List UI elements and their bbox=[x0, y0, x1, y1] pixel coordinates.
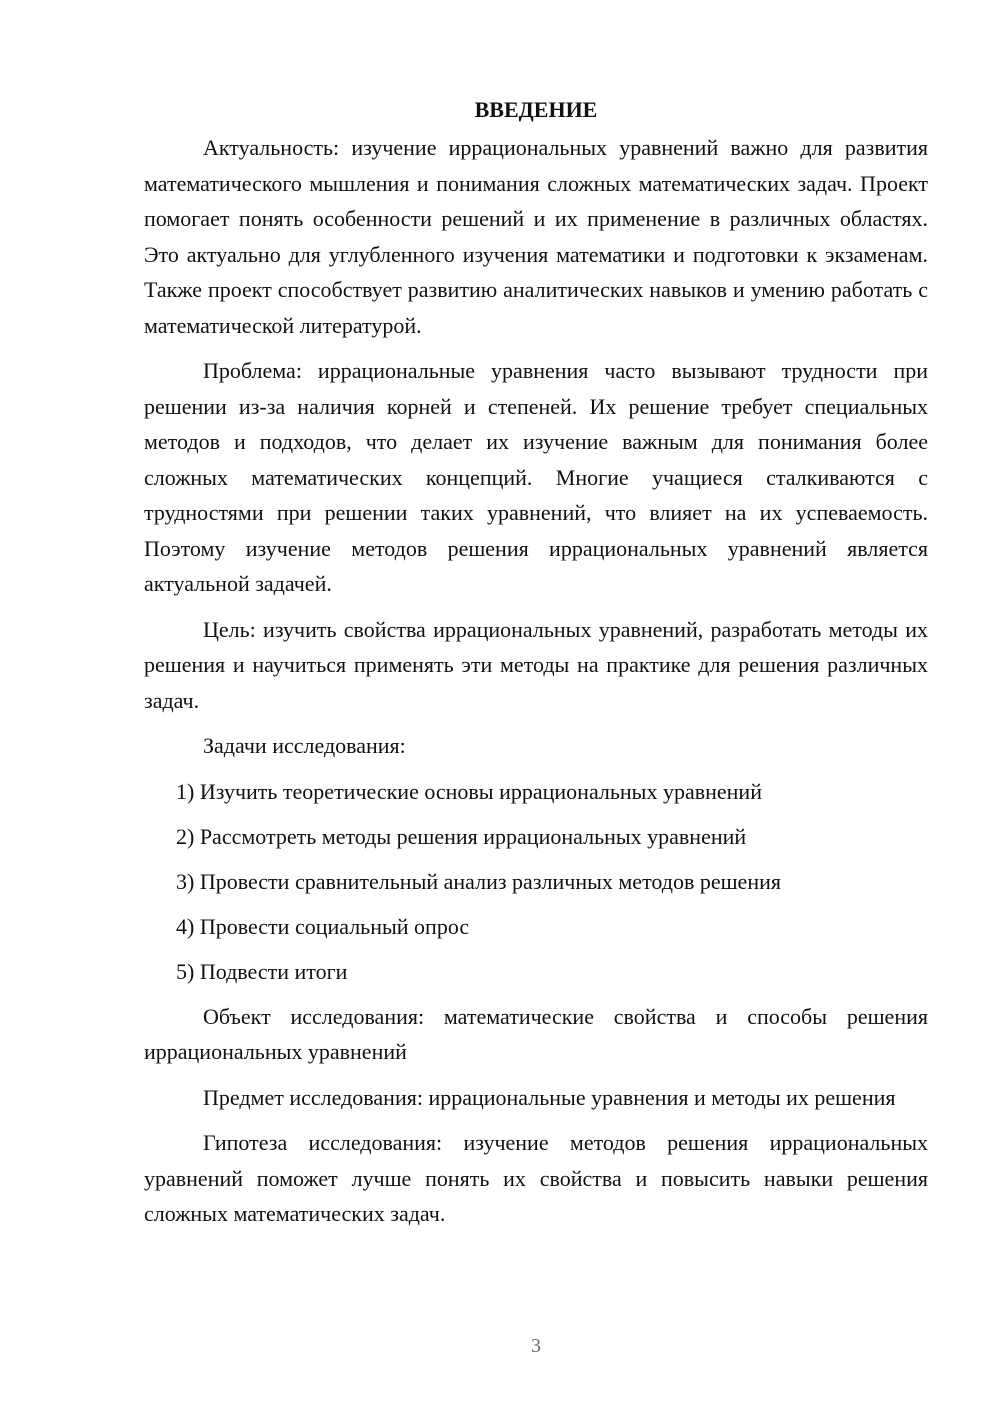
hypothesis-paragraph: Гипотеза исследования: изучение методов решения иррациональных уравнений поможет лучше понять их свойства и повысить навыки решения сложных математических задач. bbox=[144, 1130, 928, 1226]
relevance-paragraph: Актуальность: изучение иррациональных уравнений важно для развития математического мышления и понимания сложных математических задач. Проект помогает понять особенности решений и их применение в различных областях. Это актуально для углубленного изучения математики и подготовки к экзаменам. Также проект способствует развитию аналитических навыков и умению работать с математической литературой. bbox=[144, 135, 928, 338]
goal-paragraph: Цель: изучить свойства иррациональных уравнений, разработать методы их решения и научиться применять эти методы на практике для решения различных задач. bbox=[144, 616, 928, 713]
list-item: 3) Провести сравнительный анализ различных методов решения bbox=[176, 868, 781, 894]
tasks-list bbox=[144, 774, 928, 989]
list-item: 5) Подвести итоги bbox=[176, 958, 348, 984]
page-number: 3 bbox=[531, 1335, 541, 1357]
list-item: 2) Рассмотреть методы решения иррациональных уравнений bbox=[176, 823, 747, 849]
list-item: 4) Провести социальный опрос bbox=[176, 913, 470, 939]
list-item: 1) Изучить теоретические основы иррациональных уравнений bbox=[176, 778, 762, 804]
object-paragraph: Объект исследования: математические свойства и способы решения иррациональных уравнений bbox=[144, 1003, 928, 1064]
tasks-heading: Задачи исследования: bbox=[203, 733, 406, 758]
page-content bbox=[144, 95, 928, 1242]
problem-paragraph: Проблема: иррациональные уравнения часто вызывают трудности при решении из-за наличия корней и степеней. Их решение требует специальных методов и подходов, что делает их изучение важным для понимания более сложных математических концепций. Многие учащиеся сталкиваются с трудностями при решении таких уравнений, что влияет на их успеваемость. Поэтому изучение методов решения иррациональных уравнений является актуальной задачей. bbox=[144, 358, 928, 596]
subject-paragraph: Предмет исследования: иррациональные уравнения и методы их решения bbox=[203, 1084, 896, 1110]
section-title: ВВЕДЕНИЕ bbox=[474, 97, 598, 122]
